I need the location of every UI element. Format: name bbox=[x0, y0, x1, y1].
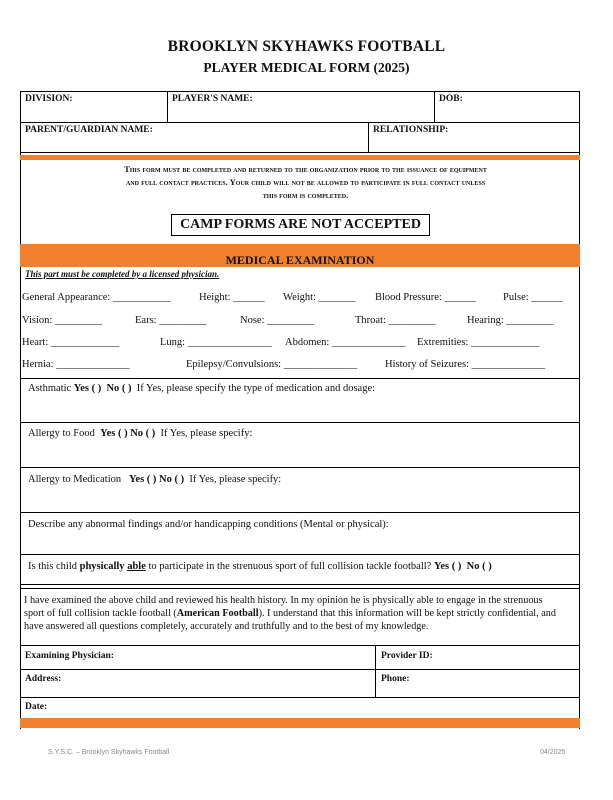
statement-text: ). I understand that this information will be kept strictly confidential, and have answered all questions completely, accurately and truthfully and to the best of my knowledge. bbox=[24, 608, 556, 633]
statement-emphasis: American Football bbox=[176, 608, 259, 620]
vision-field[interactable]: Vision: _________ bbox=[22, 315, 103, 326]
divider bbox=[167, 91, 168, 122]
accent-bar bbox=[20, 718, 580, 728]
physically-able-question[interactable] bbox=[28, 561, 492, 572]
divider bbox=[20, 152, 580, 153]
hearing-field[interactable]: Hearing: _________ bbox=[467, 315, 554, 326]
hernia-field[interactable]: Hernia: ______________ bbox=[22, 359, 130, 370]
divider bbox=[375, 645, 376, 697]
notice-line: and full contact practices. Your child will not be allowed to participate in full contact unless bbox=[125, 177, 486, 187]
heart-field[interactable]: Heart: _____________ bbox=[22, 337, 120, 348]
notice-text bbox=[24, 163, 587, 202]
food-allergy-no-option[interactable]: No ( ) bbox=[130, 428, 156, 439]
examining-physician-field[interactable]: Examining Physician: bbox=[25, 651, 114, 661]
ears-field[interactable]: Ears: _________ bbox=[135, 315, 207, 326]
address-field[interactable]: Address: bbox=[25, 674, 62, 684]
throat-field[interactable]: Throat: _________ bbox=[355, 315, 436, 326]
divider bbox=[20, 645, 580, 646]
divider bbox=[434, 91, 435, 122]
footer-organization: S.Y.S.C. – Brooklyn Skyhawks Football bbox=[48, 749, 170, 756]
blood-pressure-field[interactable]: Blood Pressure: ______ bbox=[375, 292, 476, 303]
abnormal-findings-question[interactable]: Describe any abnormal findings and/or handicapping conditions (Mental or physical): bbox=[28, 519, 389, 530]
relationship-field[interactable]: RELATIONSHIP: bbox=[373, 125, 449, 135]
physician-note: This part must be completed by a licensed physician. bbox=[25, 269, 220, 279]
height-field[interactable]: Height: ______ bbox=[199, 292, 265, 303]
extremities-field[interactable]: Extremities: _____________ bbox=[417, 337, 540, 348]
asthma-yes-option[interactable]: Yes ( ) bbox=[73, 383, 102, 394]
divider bbox=[20, 588, 580, 589]
food-allergy-yes-option[interactable]: Yes ( ) bbox=[100, 428, 128, 439]
medication-allergy-question[interactable] bbox=[28, 474, 281, 485]
medical-exam-heading: MEDICAL EXAMINATION bbox=[225, 253, 375, 267]
seizures-field[interactable]: History of Seizures: ______________ bbox=[385, 359, 546, 370]
provider-id-field[interactable]: Provider ID: bbox=[381, 651, 433, 661]
notice-line: this form is completed. bbox=[262, 190, 349, 200]
medication-allergy-instructions: If Yes, please specify: bbox=[189, 474, 282, 485]
asthma-instructions: If Yes, please specify the type of medication and dosage: bbox=[136, 383, 376, 394]
divider bbox=[20, 512, 580, 513]
accent-bar bbox=[20, 155, 580, 160]
medication-allergy-label: Allergy to Medication bbox=[28, 474, 122, 485]
divider bbox=[20, 467, 580, 468]
asthma-label: Asthmatic bbox=[28, 383, 72, 394]
divider bbox=[20, 91, 580, 92]
general-appearance-field[interactable]: General Appearance: ___________ bbox=[22, 292, 171, 303]
notice-line: This form must be completed and returned to the organization prior to the issuance of equipment bbox=[124, 164, 487, 174]
division-field[interactable]: DIVISION: bbox=[25, 94, 73, 104]
divider bbox=[20, 422, 580, 423]
weight-field[interactable]: Weight: _______ bbox=[283, 292, 356, 303]
able-emphasis: able bbox=[127, 561, 146, 572]
epilepsy-field[interactable]: Epilepsy/Convulsions: ______________ bbox=[186, 359, 358, 370]
able-instructions: to participate in the strenuous sport of full collision tackle football? bbox=[148, 561, 432, 572]
pulse-field[interactable]: Pulse: ______ bbox=[503, 292, 563, 303]
abdomen-field[interactable]: Abdomen: ______________ bbox=[285, 337, 406, 348]
nose-field[interactable]: Nose: _________ bbox=[240, 315, 315, 326]
medication-allergy-no-option[interactable]: No ( ) bbox=[159, 474, 185, 485]
asthma-question[interactable] bbox=[28, 383, 375, 394]
food-allergy-label: Allergy to Food bbox=[28, 428, 95, 439]
player-name-field[interactable]: PLAYER'S NAME: bbox=[172, 94, 253, 104]
divider bbox=[20, 697, 580, 698]
divider bbox=[20, 554, 580, 555]
date-field[interactable]: Date: bbox=[25, 702, 48, 712]
able-no-option[interactable]: No ( ) bbox=[466, 561, 492, 572]
divider bbox=[368, 122, 369, 152]
frame-left bbox=[20, 91, 21, 729]
dob-field[interactable]: DOB: bbox=[439, 94, 463, 104]
divider bbox=[20, 669, 580, 670]
camp-forms-notice: CAMP FORMS ARE NOT ACCEPTED bbox=[171, 214, 430, 236]
able-label: Is this child bbox=[28, 561, 77, 572]
form-subtitle: PLAYER MEDICAL FORM (2025) bbox=[203, 60, 410, 75]
divider bbox=[20, 122, 580, 123]
divider bbox=[20, 378, 580, 379]
food-allergy-instructions: If Yes, please specify: bbox=[160, 428, 253, 439]
form-title: BROOKLYN SKYHAWKS FOOTBALL bbox=[167, 38, 446, 55]
food-allergy-question[interactable] bbox=[28, 428, 252, 439]
guardian-name-field[interactable]: PARENT/GUARDIAN NAME: bbox=[25, 125, 153, 135]
lung-field[interactable]: Lung: ________________ bbox=[160, 337, 272, 348]
asthma-no-option[interactable]: No ( ) bbox=[106, 383, 132, 394]
able-yes-option[interactable]: Yes ( ) bbox=[433, 561, 462, 572]
phone-field[interactable]: Phone: bbox=[381, 674, 410, 684]
physician-statement bbox=[24, 594, 564, 634]
able-emphasis: physically bbox=[79, 561, 125, 572]
divider bbox=[20, 584, 580, 585]
footer-version: 04/2025 bbox=[540, 749, 566, 756]
statement-text: I have examined the above child and reviewed his health history. In my opinion he is physically able to engage in the strenuous sport of full collision tackle football ( bbox=[24, 595, 543, 620]
medication-allergy-yes-option[interactable]: Yes ( ) bbox=[129, 474, 157, 485]
